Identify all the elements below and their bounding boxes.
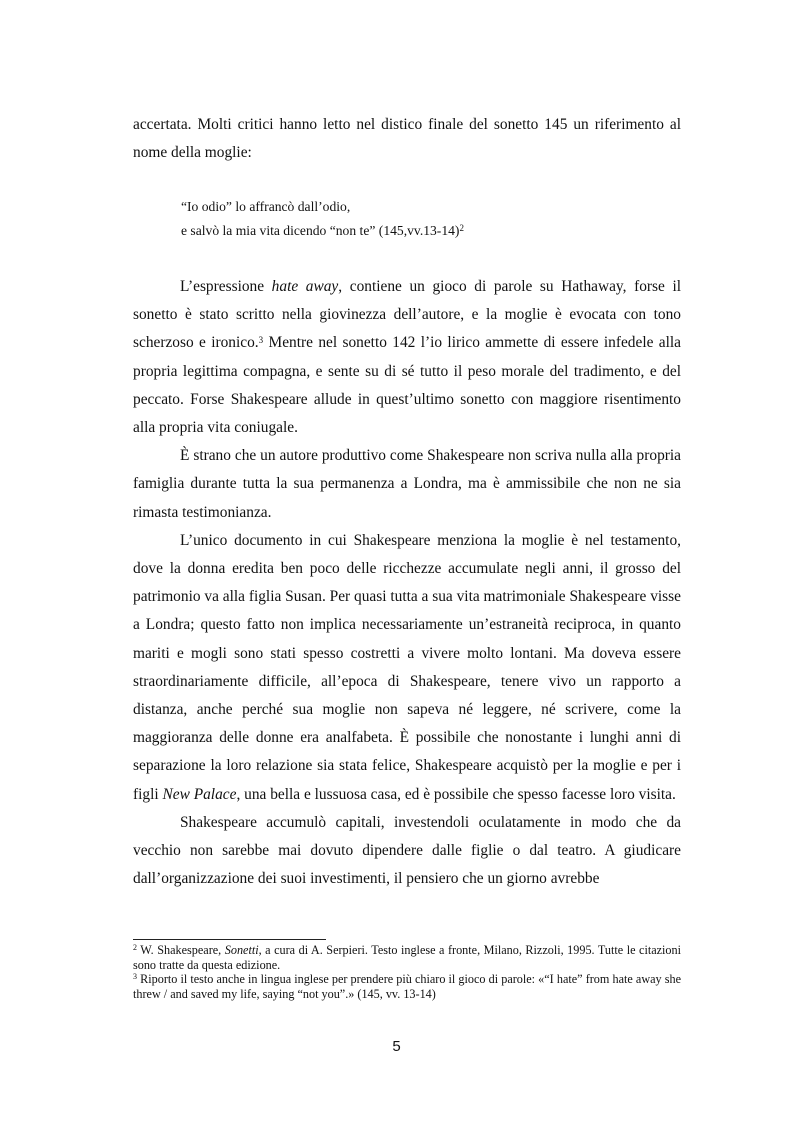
- paragraph-4: [133, 527, 681, 809]
- paragraph-2-part-c: Mentre nel sonetto 142 l’io lirico ammette di essere infedele alla propria legittima compagna, e sente su di sé tutto il peso morale del tradimento, e del peccato. Forse Shakespeare allude in quest’ultimo sonetto con maggiore risentimento alla propria vita coniugale.: [133, 334, 681, 437]
- footnote-2-part-a: W. Shakespeare,: [137, 943, 225, 957]
- footnote-2-number: 2: [133, 943, 137, 952]
- footnotes: [133, 943, 681, 1001]
- verse-quotation: [181, 195, 641, 243]
- paragraph-2-part-a: L’espressione: [180, 278, 272, 295]
- footnote-2: [133, 943, 681, 972]
- paragraph-4-part-b: , una bella e lussuosa casa, ed è possibile che spesso facesse loro visita.: [236, 785, 676, 803]
- footnote-3-text: Riporto il testo anche in lingua inglese per prendere più chiaro il gioco di parole: «“I hate” from hate away she threw / and saved my life, saying “not you”.» (145, vv. 13-14): [133, 972, 681, 1001]
- paragraph-1: [133, 111, 681, 167]
- paragraph-2-part-b: , contiene un gioco di parole su Hathaway, forse il sonetto è stato scritto nella giovinezza dell’autore, e la moglie è evocata con tono scherzoso e ironico.: [133, 278, 681, 352]
- footnote-separator: [133, 939, 326, 940]
- paragraph-1-text: accertata. Molti critici hanno letto nel distico finale del sonetto 145 un riferimento al nome della moglie:: [133, 116, 681, 162]
- paragraph-4-part-a: L’unico documento in cui Shakespeare menziona la moglie è nel testamento, dove la donna eredita ben poco delle ricchezze accumulate negli anni, il grosso del patrimonio va alla figlia Susan. Per quasi tutta a sua vita matrimoniale Shakespeare visse a Londra; questo fatto non implica necessariamente un’estraneità reciproca, in quanto mariti e mogli sono stati spesso costretti a vivere molto lontani. Ma doveva essere straordinariamente difficile, all’epoca di Shakespeare, tenere vivo un rapporto a distanza, anche perché sua moglie non sapeva né leggere, né scrivere, come la maggioranza delle donne era analfabeta. È possibile che nonostante i lunghi anni di separazione la loro relazione sia stata felice, Shakespeare acquistò per la moglie e per i figli: [133, 531, 681, 803]
- page-number: 5: [392, 1038, 401, 1055]
- footnote-3: [133, 972, 681, 1001]
- body-text: [133, 273, 681, 893]
- verse-line-2-text: e salvò la mia vita dicendo “non te” (145,vv.13-14): [181, 223, 460, 238]
- paragraph-2: [133, 273, 681, 442]
- footnote-ref-3[interactable]: 3: [258, 335, 264, 346]
- verse-line-2: [181, 219, 641, 243]
- paragraph-3: È strano che un autore produttivo come Shakespeare non scriva nulla alla propria famiglia durante tutta la sua permanenza a Londra, ma è ammissibile che non ne sia rimasta testimonianza.: [133, 447, 681, 521]
- footnote-2-part-b: , a cura di A. Serpieri. Testo inglese a fronte, Milano, Rizzoli, 1995. Tutte le citazioni sono tratte da questa edizione.: [133, 943, 681, 972]
- paragraph-2-emphasis: hate away: [271, 278, 339, 295]
- paragraph-5: Shakespeare accumulò capitali, investendoli oculatamente in modo che da vecchio non sarebbe mai dovuto dipendere dalle figlie o dal teatro. A giudicare dall’organizzazione dei suoi investimenti, il pensiero che un giorno avrebbe: [133, 813, 681, 888]
- footnote-2-emphasis: Sonetti: [224, 943, 259, 957]
- paragraph-4-emphasis: New Palace: [162, 785, 237, 803]
- footnote-ref-2[interactable]: 2: [459, 223, 464, 233]
- verse-line-1: “Io odio” lo affrancò dall’odio,: [181, 199, 351, 214]
- footnote-3-number: 3: [133, 972, 137, 982]
